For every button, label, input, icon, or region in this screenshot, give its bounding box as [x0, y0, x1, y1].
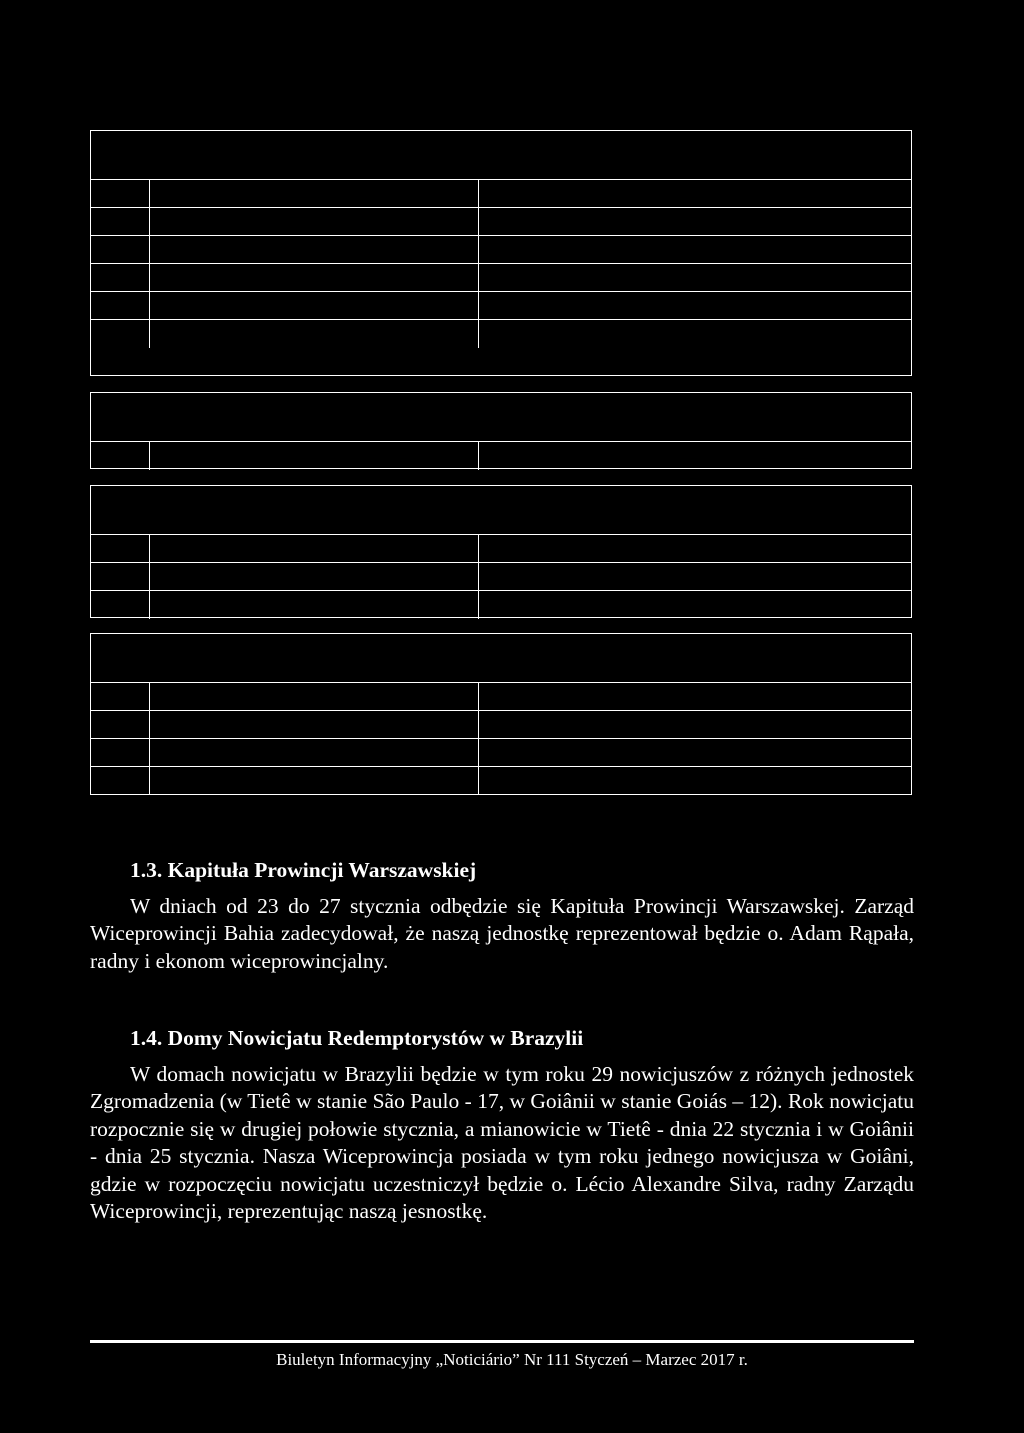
table-3 [90, 485, 912, 618]
table-4-title-row [91, 634, 911, 683]
table-row [91, 591, 911, 619]
table-row [91, 739, 911, 767]
table-row [91, 535, 911, 563]
table-2 [90, 392, 912, 469]
table-row [91, 683, 911, 711]
table-row [91, 292, 911, 320]
section-heading: 1.3. Kapituła Prowincji Warszawskiej [130, 858, 477, 882]
table-row [91, 320, 911, 348]
table-row [91, 711, 911, 739]
section-1-4 [90, 1025, 914, 1226]
section-1-3 [90, 857, 914, 975]
table-row [91, 180, 911, 208]
table-row [91, 264, 911, 292]
section-body: W dniach od 23 do 27 stycznia odbędzie się Kapituła Prowincji Warszawskej. Zarząd Wiceprowincji Bahia zadecydował, że naszą jednostkę reprezentował będzie o. Adam Rąpała, radny i ekonom wiceprowincjalny. [90, 893, 914, 973]
table-1 [90, 130, 912, 376]
table-row [91, 442, 911, 470]
table-3-title-row [91, 486, 911, 535]
table-row [91, 208, 911, 236]
section-body: W domach nowicjatu w Brazylii będzie w tym roku 29 nowicjuszów z różnych jednostek Zgromadzenia (w Tietê w stanie São Paulo - 17, w Goiânii w stanie Goiás – 12). Rok nowicjatu rozpocznie się w drugiej połowie stycznia, a mianowicie w Tietê - dnia 22 stycznia i w Goiânii - dnia 25 stycznia. Nasza Wiceprowincja posiada w tym roku jednego nowicjusza w Goiâni, gdzie w rozpoczęciu nowicjatu uczestniczył będzie o. Lécio Alexandre Silva, radny Zarządu Wiceprowincji, reprezentując naszą jesnostkę. [90, 1061, 914, 1223]
table-2-title-row [91, 393, 911, 442]
table-row [91, 236, 911, 264]
section-heading: 1.4. Domy Nowicjatu Redemptorystów w Brazylii [130, 1026, 584, 1050]
footer-text: Biuletyn Informacyjny „Noticiário” Nr 111 Styczeń – Marzec 2017 r. [276, 1350, 748, 1369]
footer-divider [90, 1340, 914, 1343]
table-1-title-row [91, 131, 911, 180]
table-4 [90, 633, 912, 795]
table-row [91, 767, 911, 795]
table-row [91, 563, 911, 591]
